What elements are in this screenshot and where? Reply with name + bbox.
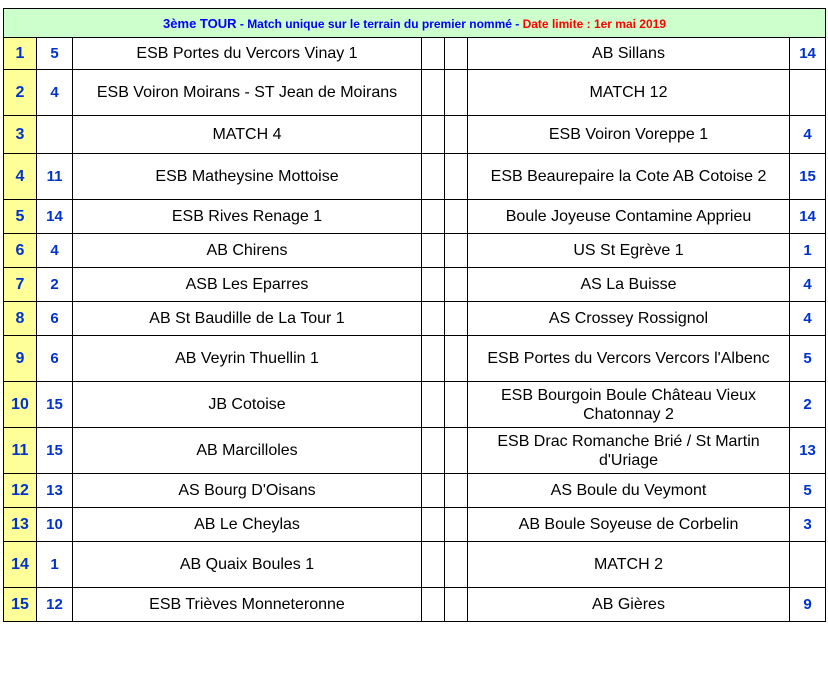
away-score-cell: [445, 38, 468, 70]
home-seed: 10: [37, 508, 73, 542]
match-row: [4, 508, 826, 542]
match-row: [4, 154, 826, 200]
match-number: 2: [4, 70, 37, 116]
match-number: 3: [4, 116, 37, 154]
home-seed: 12: [37, 588, 73, 622]
away-team: AB Sillans: [468, 38, 790, 70]
home-team: ESB Portes du Vercors Vinay 1: [73, 38, 422, 70]
round-description: Match unique sur le terrain du premier nommé: [247, 16, 512, 31]
match-row: [4, 200, 826, 234]
away-team: US St Egrève 1: [468, 234, 790, 268]
header-row: [4, 9, 826, 38]
home-seed: 13: [37, 474, 73, 508]
home-score-cell: [422, 116, 445, 154]
away-seed: [790, 542, 826, 588]
away-score-cell: [445, 428, 468, 474]
away-seed: 4: [790, 302, 826, 336]
home-seed: 4: [37, 70, 73, 116]
match-number: 7: [4, 268, 37, 302]
match-number: 1: [4, 38, 37, 70]
match-number: 4: [4, 154, 37, 200]
home-seed: 15: [37, 382, 73, 428]
match-row: [4, 474, 826, 508]
away-seed: 3: [790, 508, 826, 542]
away-team: AB Boule Soyeuse de Corbelin: [468, 508, 790, 542]
home-team: JB Cotoise: [73, 382, 422, 428]
away-score-cell: [445, 268, 468, 302]
home-team: AS Bourg D'Oisans: [73, 474, 422, 508]
away-score-cell: [445, 588, 468, 622]
away-score-cell: [445, 474, 468, 508]
home-team: MATCH 4: [73, 116, 422, 154]
home-score-cell: [422, 336, 445, 382]
away-team: Boule Joyeuse Contamine Apprieu: [468, 200, 790, 234]
home-team: ESB Matheysine Mottoise: [73, 154, 422, 200]
away-seed: 5: [790, 474, 826, 508]
match-number: 10: [4, 382, 37, 428]
home-score-cell: [422, 508, 445, 542]
home-team: AB Marcilloles: [73, 428, 422, 474]
away-score-cell: [445, 302, 468, 336]
match-number: 15: [4, 588, 37, 622]
match-row: [4, 268, 826, 302]
home-team: ESB Voiron Moirans - ST Jean de Moirans: [73, 70, 422, 116]
away-score-cell: [445, 542, 468, 588]
match-number: 5: [4, 200, 37, 234]
match-row: [4, 542, 826, 588]
away-seed: 2: [790, 382, 826, 428]
match-number: 12: [4, 474, 37, 508]
home-score-cell: [422, 382, 445, 428]
away-score-cell: [445, 336, 468, 382]
away-team: AS La Buisse: [468, 268, 790, 302]
away-seed: 14: [790, 200, 826, 234]
match-row: [4, 428, 826, 474]
home-score-cell: [422, 428, 445, 474]
home-team: AB Quaix Boules 1: [73, 542, 422, 588]
away-seed: 4: [790, 116, 826, 154]
home-score-cell: [422, 38, 445, 70]
home-seed: 14: [37, 200, 73, 234]
draw-sheet: [3, 8, 825, 622]
away-team: AS Boule du Veymont: [468, 474, 790, 508]
home-team: AB St Baudille de La Tour 1: [73, 302, 422, 336]
match-number: 11: [4, 428, 37, 474]
away-score-cell: [445, 70, 468, 116]
away-seed: 4: [790, 268, 826, 302]
away-team: MATCH 2: [468, 542, 790, 588]
away-score-cell: [445, 234, 468, 268]
home-team: AB Le Cheylas: [73, 508, 422, 542]
away-team: AS Crossey Rossignol: [468, 302, 790, 336]
home-score-cell: [422, 474, 445, 508]
away-seed: 13: [790, 428, 826, 474]
home-score-cell: [422, 200, 445, 234]
home-seed: 2: [37, 268, 73, 302]
away-seed: 14: [790, 38, 826, 70]
home-seed: 5: [37, 38, 73, 70]
away-team: ESB Voiron Voreppe 1: [468, 116, 790, 154]
home-seed: 6: [37, 302, 73, 336]
away-seed: 9: [790, 588, 826, 622]
header-separator: -: [511, 16, 523, 31]
match-row: [4, 382, 826, 428]
home-score-cell: [422, 542, 445, 588]
match-row: [4, 70, 826, 116]
home-score-cell: [422, 234, 445, 268]
round-header: [4, 9, 826, 38]
away-score-cell: [445, 382, 468, 428]
home-seed: [37, 116, 73, 154]
home-team: ESB Rives Renage 1: [73, 200, 422, 234]
away-team: ESB Bourgoin Boule Château Vieux Chatonnay 2: [468, 382, 790, 428]
away-team: ESB Drac Romanche Brié / St Martin d'Uriage: [468, 428, 790, 474]
home-team: AB Chirens: [73, 234, 422, 268]
home-team: AB Veyrin Thuellin 1: [73, 336, 422, 382]
home-seed: 11: [37, 154, 73, 200]
home-score-cell: [422, 70, 445, 116]
match-number: 9: [4, 336, 37, 382]
home-seed: 1: [37, 542, 73, 588]
home-seed: 15: [37, 428, 73, 474]
match-row: [4, 588, 826, 622]
home-team: ESB Trièves Monneteronne: [73, 588, 422, 622]
match-number: 8: [4, 302, 37, 336]
home-seed: 4: [37, 234, 73, 268]
home-seed: 6: [37, 336, 73, 382]
match-row: [4, 38, 826, 70]
match-row: [4, 302, 826, 336]
deadline-text: Date limite : 1er mai 2019: [522, 16, 667, 31]
match-number: 14: [4, 542, 37, 588]
away-seed: 5: [790, 336, 826, 382]
home-team: ASB Les Eparres: [73, 268, 422, 302]
match-row: [4, 336, 826, 382]
home-score-cell: [422, 588, 445, 622]
away-seed: 1: [790, 234, 826, 268]
away-team: ESB Beaurepaire la Cote AB Cotoise 2: [468, 154, 790, 200]
match-number: 13: [4, 508, 37, 542]
header-separator: -: [236, 16, 248, 31]
home-score-cell: [422, 302, 445, 336]
home-score-cell: [422, 268, 445, 302]
away-team: MATCH 12: [468, 70, 790, 116]
away-score-cell: [445, 116, 468, 154]
match-row: [4, 116, 826, 154]
away-team: ESB Portes du Vercors Vercors l'Albenc: [468, 336, 790, 382]
away-team: AB Gières: [468, 588, 790, 622]
away-seed: [790, 70, 826, 116]
away-score-cell: [445, 154, 468, 200]
away-seed: 15: [790, 154, 826, 200]
away-score-cell: [445, 508, 468, 542]
match-number: 6: [4, 234, 37, 268]
away-score-cell: [445, 200, 468, 234]
match-table: [3, 8, 826, 622]
home-score-cell: [422, 154, 445, 200]
round-title: 3ème TOUR: [163, 15, 237, 31]
match-row: [4, 234, 826, 268]
